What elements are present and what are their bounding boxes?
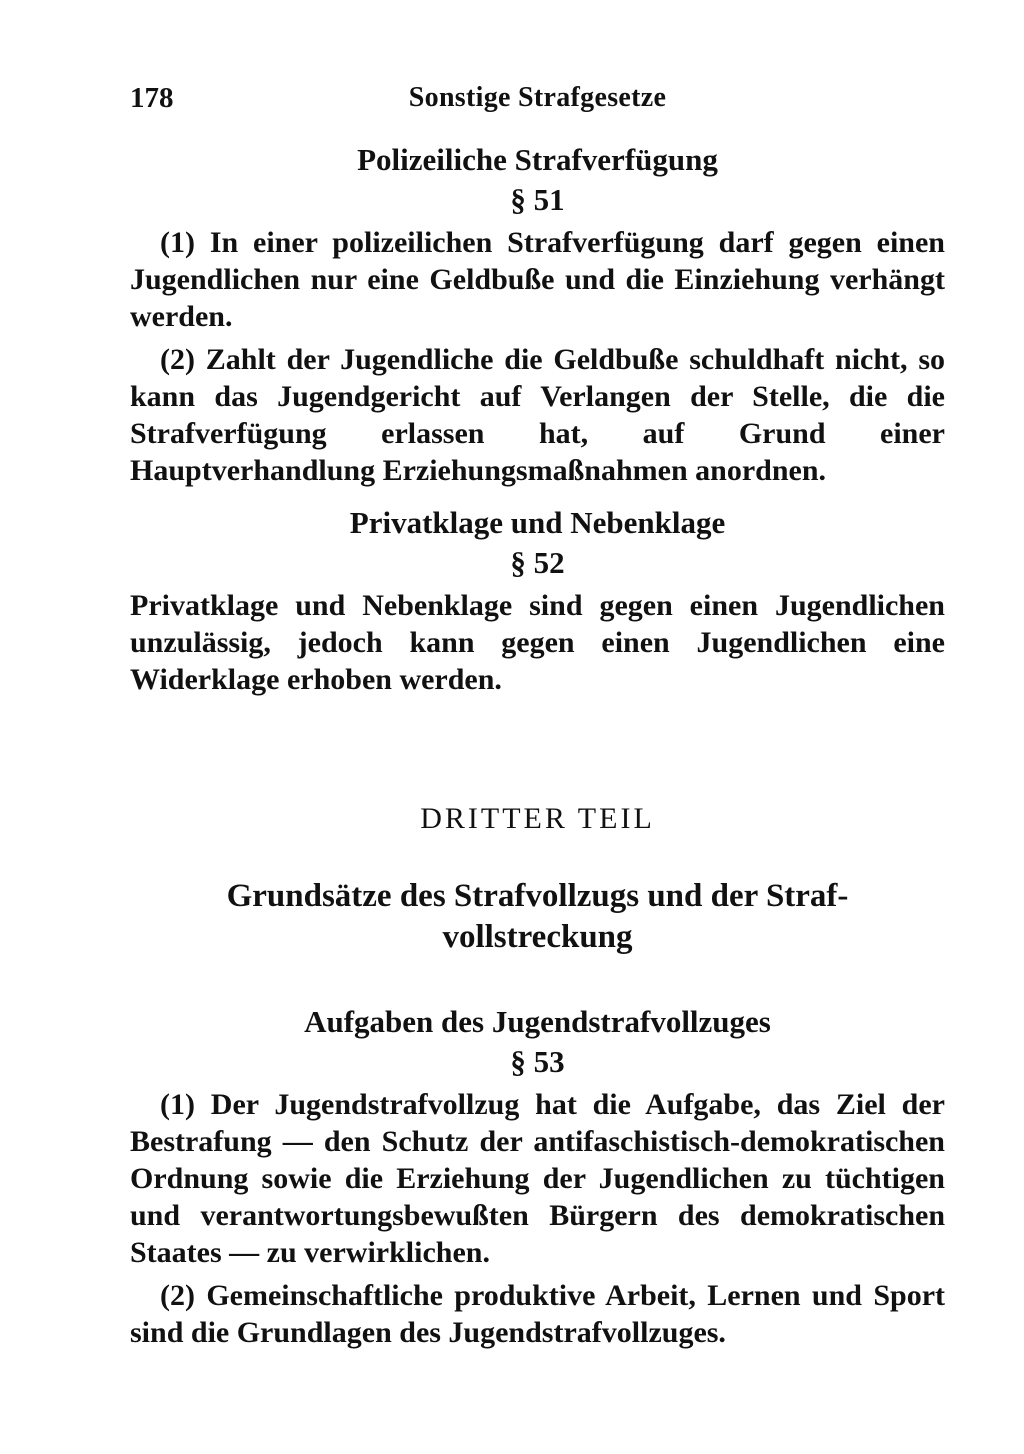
section-heading: Privatklage und Nebenklage [349, 505, 726, 540]
page-number: 178 [130, 82, 174, 114]
paragraph-number: § 52 [510, 545, 565, 580]
page-header [130, 82, 945, 122]
paragraph-text: (2) Zahlt der Jugendliche die Geldbuße schuldhaft nicht, so kann das Jugendgericht auf Verlangen der Stelle, die die Strafverfügung erlassen hat, auf Grund einer Hauptverhandlung Erziehungsmaßnahmen anordnen. [130, 343, 945, 487]
part-title-line: Grundsätze des Strafvollzugs und der Straf- [226, 878, 849, 914]
paragraph-text: Privatklage und Nebenklage sind gegen einen Jugendlichen unzulässig, jedoch kann gegen einen Jugendlichen eine Widerklage erhoben werden. [130, 589, 945, 696]
paragraph-number: § 53 [510, 1044, 565, 1079]
section-52 [130, 503, 945, 698]
paragraph-number: § 51 [510, 182, 565, 217]
part-label: DRITTER TEIL [420, 802, 655, 835]
section-51 [130, 140, 945, 489]
section-heading: Polizeiliche Strafverfügung [357, 142, 718, 177]
running-title: Sonstige Strafgesetze [408, 82, 667, 113]
page-body [130, 140, 945, 1357]
part-title [130, 876, 945, 958]
section-heading: Aufgaben des Jugendstrafvollzuges [304, 1004, 771, 1039]
paragraph-text: (2) Gemeinschaftliche produktive Arbeit, Lernen und Sport sind die Grundlagen des Jugendstrafvollzuges. [130, 1279, 945, 1349]
paragraph-text: (1) Der Jugendstrafvollzug hat die Aufgabe, das Ziel der Bestrafung — den Schutz der antifaschistisch-demokratischen Ordnung sowie die Erziehung der Jugendlichen zu tüchtigen und verantwortungsbewußten Bürgern des demokratischen Staates — zu verwirklichen. [130, 1088, 945, 1269]
part-title-line: vollstreckung [442, 919, 633, 955]
paragraph-text: (1) In einer polizeilichen Strafverfügung darf gegen einen Jugendlichen nur eine Geldbuße und die Einziehung verhängt werden. [130, 226, 945, 333]
section-53 [130, 1002, 945, 1351]
